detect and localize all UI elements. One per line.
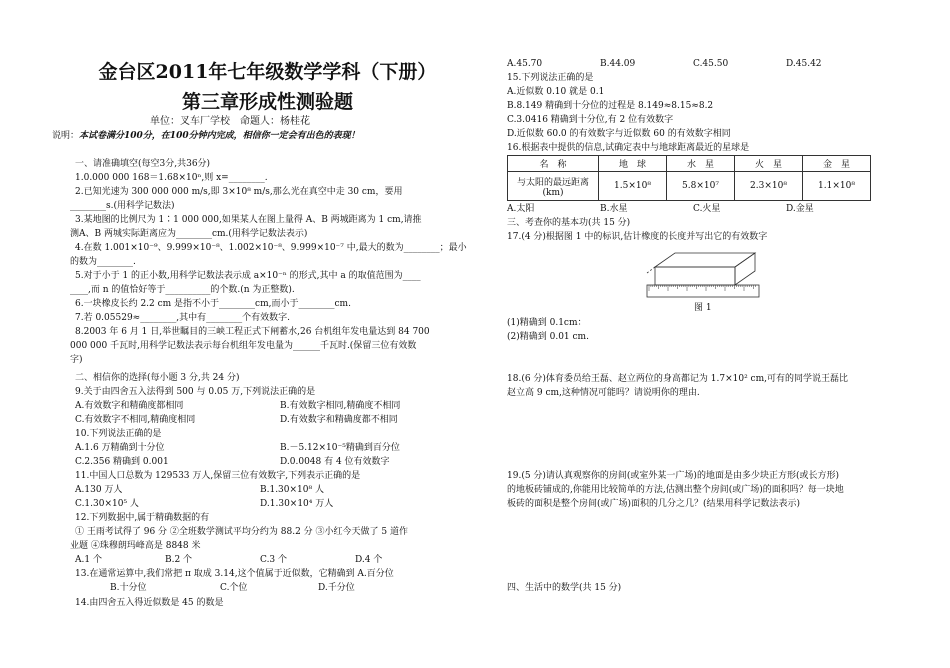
q16-option-b: B.水星	[600, 204, 628, 214]
q17-sub2: (2)精确到 0.01 cm.	[507, 332, 589, 342]
q11-option-b: B.1.30×10⁸ 人	[260, 485, 324, 495]
question-line: 3.某地图的比例尺为 1∶1 000 000,如果某人在图上量得 A、B 两城距离为 1 cm,请推	[75, 215, 422, 225]
q18-line1: 18.(6 分)体育委员给王磊、赵立两位的身高都记为 1.7×10² cm,可有的同学说王磊比	[507, 374, 848, 384]
q10-option-d: D.0.0048 有 4 位有效数字	[280, 457, 390, 467]
eraser-front-face	[655, 267, 735, 285]
note-text: 本试卷满分100分，在100分钟内完成，相信你一定会有出色的表现！	[79, 131, 360, 141]
q10-option-c: C.2.356 精确到 0.001	[75, 457, 169, 467]
q16-option-c: C.火星	[693, 204, 721, 214]
q12-option-a: A.1 个	[75, 555, 102, 565]
q14-option-c: C.45.50	[693, 59, 729, 69]
q14-option-d: D.45.42	[786, 59, 822, 69]
section4-heading: 四、生活中的数学(共 15 分)	[507, 583, 622, 593]
question-line: 9.关于由四舍五入法得到 500 与 0.05 万,下列说法正确的是	[75, 387, 316, 397]
question-line: 8.2003 年 6 月 1 日,举世瞩目的三峡工程正式下闸蓄水,26 台机组年发电量达到 84 700	[75, 327, 430, 337]
question-line: D.近似数 60.0 的有效数字与近似数 60 的有效数字相同	[507, 129, 731, 139]
question-line: 15.下列说法正确的是	[507, 73, 594, 83]
q9-option-c: C.有效数字不相同,精确度相同	[75, 415, 196, 425]
q11-option-c: C.1.30×10⁵ 人	[75, 499, 139, 509]
table-cell: 1.5×10⁸	[599, 172, 667, 201]
q13-option-c: C.个位	[220, 583, 248, 593]
q19-line3: 板砖的面积是整个房间(或广场)面积的几分之几？(结果用科学记数法表示)	[507, 499, 801, 509]
q19-line1: 19.(5 分)请认真观察你的房间(或室外某一广场)的地面是由多少块正方形(或长方形)	[507, 471, 839, 481]
q16-option-d: D.金星	[786, 204, 814, 214]
question-line: 6.一块橡皮长约 2.2 cm 是指不小于________cm,而小于________cm.	[75, 299, 351, 309]
question-line: 5.对于小于 1 的正小数,用科学记数法表示成 a×10⁻ⁿ 的形式,其中 a 的取值范围为____	[75, 271, 421, 281]
q12-stem: 12.下列数据中,属于精确数据的有	[75, 513, 210, 523]
q14-option-a: A.45.70	[507, 59, 543, 69]
q10-option-a: A.1.6 万精确到十分位	[75, 443, 165, 453]
exam-note	[52, 130, 360, 142]
question-line: 一、请准确填空(每空3分,共36分)	[75, 159, 211, 169]
note-label: 说明：	[52, 131, 80, 141]
table-cell: 5.8×10⁷	[667, 172, 735, 201]
figure-caption: 图 1	[694, 303, 712, 313]
question-line: 字)	[70, 355, 83, 365]
q17-sub1: (1)精确到 0.1cm：	[507, 318, 587, 328]
section3-heading: 三、考查你的基本功(共 15 分)	[507, 218, 631, 228]
eraser-side-face	[735, 253, 755, 285]
question-line: 1.0.000 000 168＝1.68×10ⁿ,则 x=________.	[75, 173, 268, 183]
q9-option-a: A.有效数字和精确度都相同	[75, 401, 184, 411]
question-line: 测A、B 两城实际距离应为________cm.(用科学记数法表示)	[70, 229, 308, 239]
q14-option-b: B.44.09	[600, 59, 636, 69]
question-line: C.3.0416 精确到十分位,有 2 位有效数字	[507, 115, 674, 125]
q9-option-d: D.有效数字和精确度都不相同	[280, 415, 398, 425]
question-line: 000 000 千瓦时,用科学记数法表示每台机组年发电量为______千瓦时.(保留三位有效数	[70, 341, 417, 351]
question-line: 二、相信你的选择(每小题 3 分,共 24 分)	[75, 373, 240, 383]
q14-stem: 14.由四舍五入得近似数是 45 的数是	[75, 598, 224, 608]
question-line: 7.若 0.05529≈________,其中有________个有效数字.	[75, 313, 290, 323]
exam-title-line1: 金台区2011年七年级数学学科（下册）	[98, 61, 437, 83]
table-header: 名 称	[508, 156, 599, 172]
table-cell: 2.3×10⁸	[735, 172, 803, 201]
exam-title-line2: 第三章形成性测验题	[181, 91, 353, 113]
unit-line: 单位：叉车厂学校 命题人：杨桂花	[150, 116, 310, 127]
table-header: 火 星	[735, 156, 803, 172]
q12-option-c: C.3 个	[260, 555, 288, 565]
q12-line3: 业题 ④珠穆朗玛峰高是 8848 米	[70, 541, 201, 551]
question-line: A.近似数 0.10 就是 0.1	[507, 87, 605, 97]
table-cell: 1.1×10⁸	[803, 172, 871, 201]
question-line: 2.已知光速为 300 000 000 m/s,即 3×10⁸ m/s,那么光在真空中走 30 cm，要用	[75, 187, 403, 197]
q11-option-d: D.1.30×10⁴ 万人	[260, 499, 334, 509]
q10-stem: 10.下列说法正确的是	[75, 429, 162, 439]
q13-option-d: D.千分位	[318, 583, 355, 593]
q11-stem: 11.中国人口总数为 129533 万人,保留三位有效数字,下列表示正确的是	[75, 471, 361, 481]
question-line: ________s.(用科学记数法)	[70, 201, 175, 211]
planet-table	[507, 155, 871, 201]
question-line: 16.根据表中提供的信息,试确定表中与地球距离最近的星球是	[507, 143, 750, 153]
q16-option-a: A.太阳	[507, 204, 535, 214]
q12-option-d: D.4 个	[355, 555, 383, 565]
q17-stem: 17.(4 分)根据图 1 中的标识,估计橡度的长度并写出它的有效数字	[507, 232, 768, 242]
eraser-ruler-figure	[645, 245, 765, 301]
question-line: ____,而 n 的值恰好等于__________的个数.(n 为正整数).	[70, 285, 295, 295]
q13-option-b: B.十分位	[110, 583, 147, 593]
table-header: 水 星	[667, 156, 735, 172]
q13-stem: 13.在通常运算中,我们常把 π 取成 3.14,这个值属于近似数，它精确到 A.百分位	[75, 569, 394, 579]
eraser-top-face	[655, 253, 755, 267]
q12-line2: ① 王雨考试得了 96 分 ②全班数学测试平均分约为 88.2 分 ③小红今天做了 5 道作	[75, 527, 408, 537]
q12-option-b: B.2 个	[165, 555, 193, 565]
question-line: 的数为________.	[70, 257, 136, 267]
q11-option-a: A.130 万人	[75, 485, 123, 495]
question-line: 4.在数 1.001×10⁻⁹、9.999×10⁻⁸、1.002×10⁻⁸、9.999×10⁻⁷ 中,最大的数为________；最小	[75, 243, 467, 253]
table-header: 地 球	[599, 156, 667, 172]
table-header: 金 星	[803, 156, 871, 172]
q19-line2: 的地板砖铺成的,你能用比较简单的方法,估测出整个房间(或广场)的面积吗？每一块地	[507, 485, 844, 495]
q18-line2: 赵立高 9 cm,这种情况可能吗？请说明你的理由.	[507, 388, 700, 398]
table-row-label: 与太阳的最远距离(km)	[508, 172, 599, 201]
q9-option-b: B.有效数字相同,精确度不相同	[280, 401, 401, 411]
question-line: B.8.149 精确到十分位的过程是 8.149≈8.15≈8.2	[507, 101, 714, 111]
q10-option-b: B.－5.12×10⁻⁵精确到百分位	[280, 443, 400, 453]
